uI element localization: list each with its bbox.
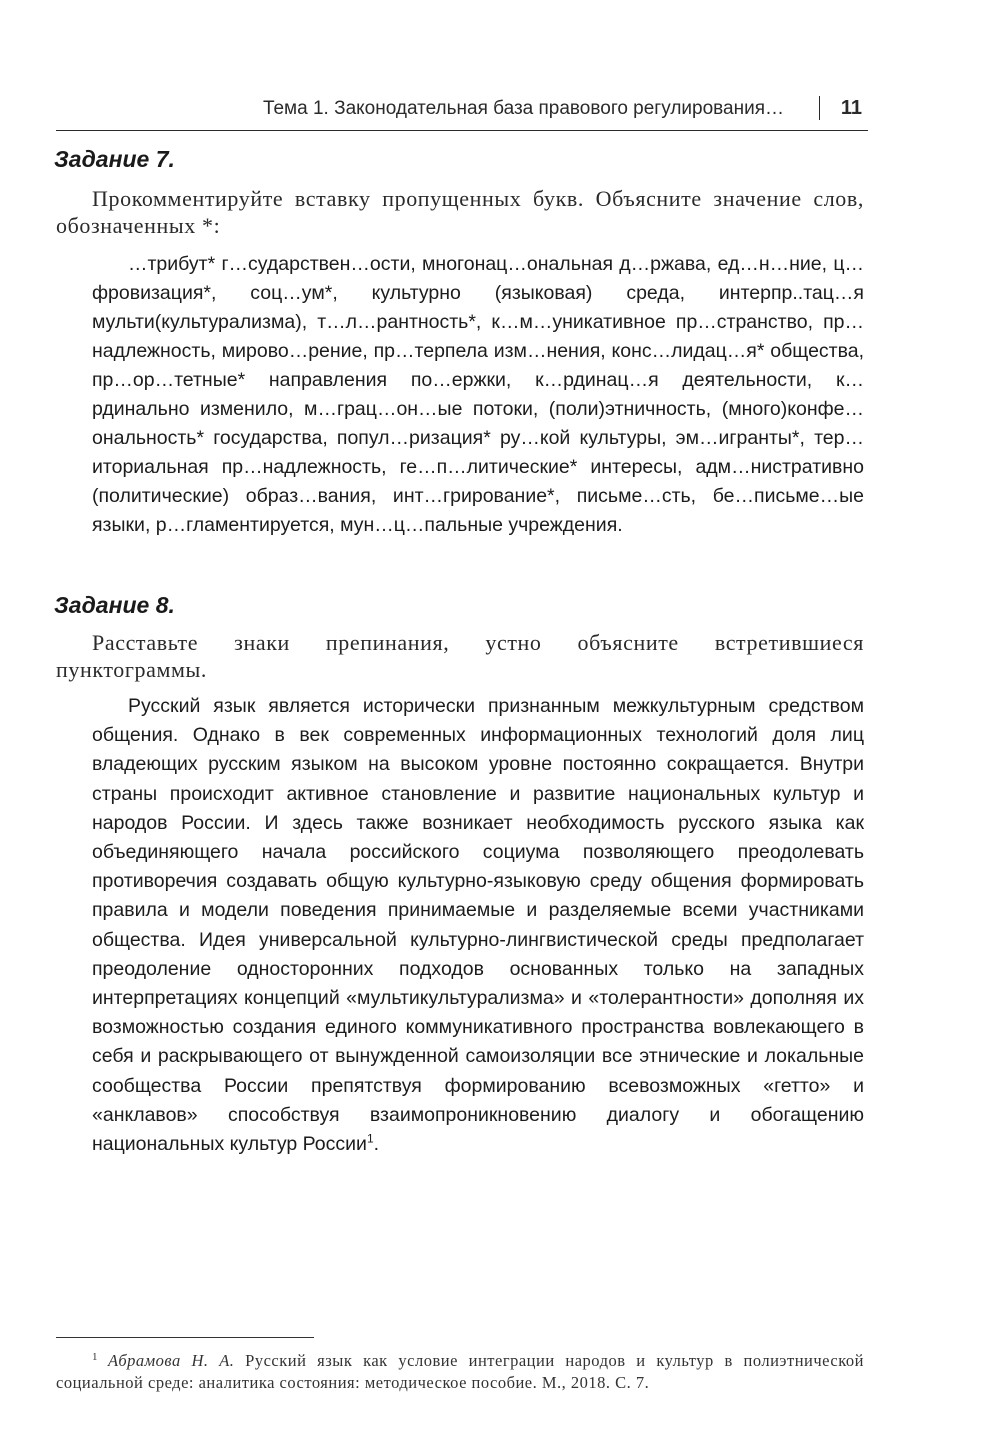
header-separator xyxy=(819,96,821,120)
running-header xyxy=(56,96,868,131)
task-7-instruction: Прокомментируйте вставку пропущенных букв. Объясните значение слов, обозначенных *: xyxy=(56,186,864,238)
task-8-heading: Задание 8. xyxy=(54,592,175,618)
footnote xyxy=(56,1350,864,1394)
footnote-divider xyxy=(56,1337,314,1338)
task-8-instruction: Расставьте знаки препинания, устно объясните встретившиеся пунктограммы. xyxy=(56,630,864,682)
footnote-text: Русский язык как условие интеграции народов и культур в полиэтнической социальной среде: аналитика состояния: методическое пособие. М., 2018. С. 7. xyxy=(56,1351,864,1392)
page-number: 11 xyxy=(840,97,862,119)
passage-text: Русский язык является исторически признанным межкультурным средством общения. Однако в век современных информационных технологий доля лиц владеющих русским языком на высоком уровне постоянно сокращается. Внутри страны происходит активное становление и развитие национальных культур и народов России. И здесь также возникает необходимость русского языка как объединяющего начала российского социума позволяющего преодолевать противоречия создавать общую культурно-языковую среду общения формировать правила и модели поведения принимаемые и разделяемые всеми участниками общества. Идея универсальной культурно-лингвистической среды предполагает преодоление односторонних подходов основанных только на западных интерпретациях концепций «мультикультурализма» и «толерантности» дополняя их возможностью создания единого коммуникативного пространства вовлекающего в себя и раскрывающего от вынужденной самоизоляции все этнические и локальные сообщества России препятствуя формированию всевозможных «гетто» и «анклавов» способствуя взаимопроникновению диалогу и обогащению национальных культур России xyxy=(92,695,864,1156)
chapter-title: Тема 1. Законодательная база правового регулирования… xyxy=(262,98,784,119)
footnote-author: Абрамова Н. А. xyxy=(108,1351,235,1370)
task-7-exercise-text: …трибут* г…сударствен…ости, многонац…ональная д…ржава, ед…н…ние, ц…фровизация*, соц…ум*, культурно (языковая) среда, интерпр..тац…я мульти(культурализма), т…л…рантность*, к…м…уникативное пр…странство, пр…надлежность, мирово…рение, пр…терпела изм…нения, конс…лидац…я* общества, пр…ор…тетные* направления по…ержки, к…рдинац…я деятельности, к…рдинально изменило, м…грац…он…ые потоки, (поли)этничность, (много)конфе…ональность* государства, попул…ризация* ру…кой культуры, эм…игранты*, тер…иториальная пр…надлежность, ге…п…литические* интересы, адм…нистративно (политические) образ…вания, инт…грирование*, письме…сть, бе…письме…ые языки, р…гламентируется, мун…ц…пальные учреждения. xyxy=(92,253,864,536)
footnote-marker: 1 xyxy=(92,1350,98,1363)
footnote-reference[interactable]: 1 xyxy=(366,1131,374,1146)
task-8-passage xyxy=(92,692,864,1159)
passage-end: . xyxy=(373,1133,380,1156)
task-7-heading: Задание 7. xyxy=(54,146,175,172)
